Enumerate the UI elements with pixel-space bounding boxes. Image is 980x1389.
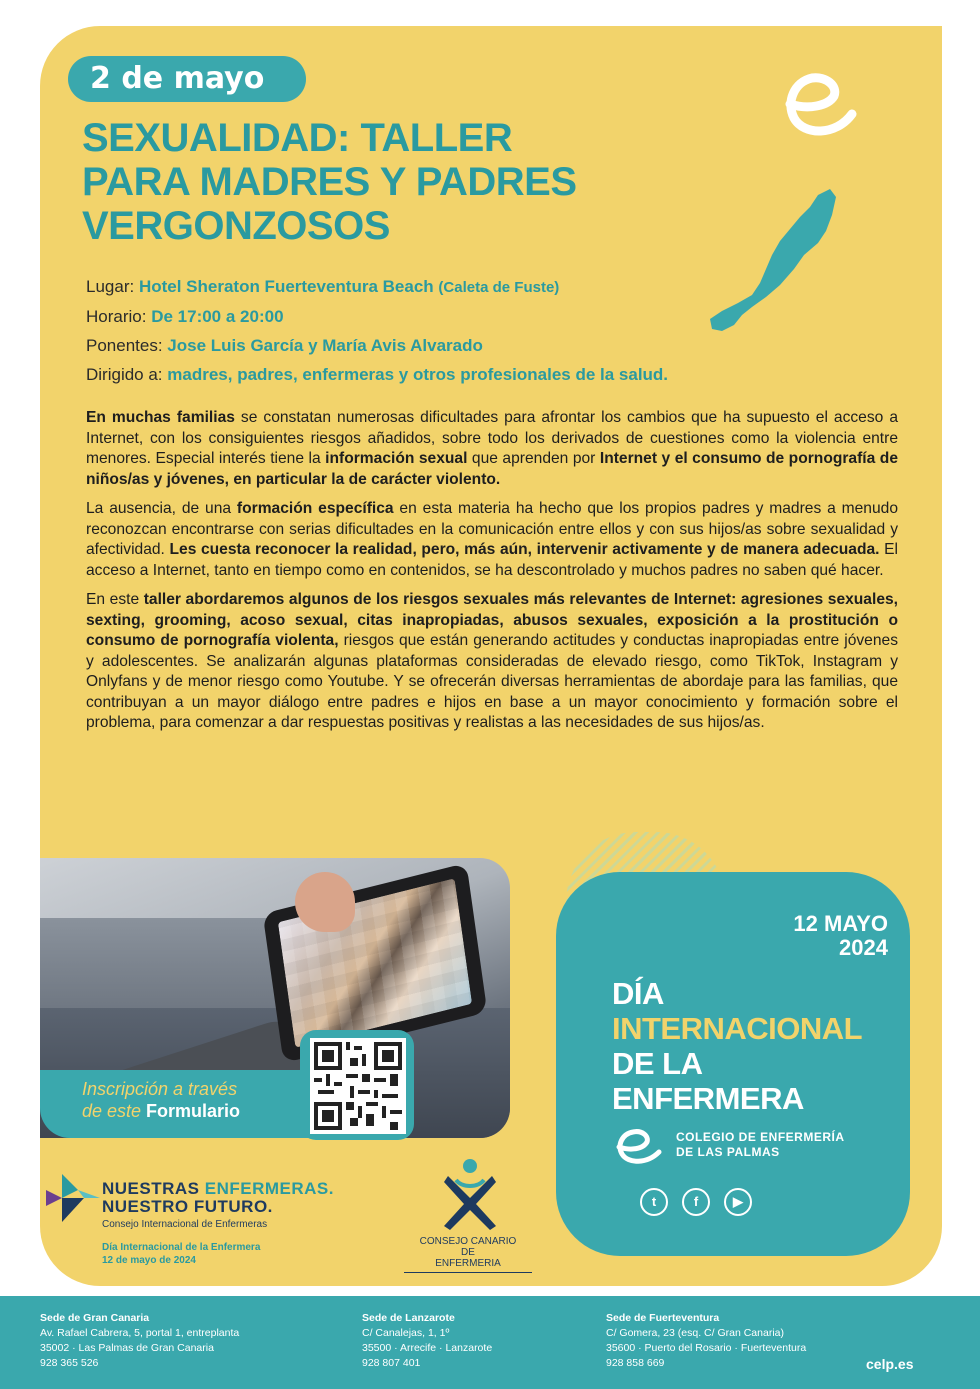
panel-date-line-1: 12 MAYO xyxy=(793,911,888,936)
title-line: VERGONZOSOS xyxy=(82,204,390,248)
footer-fv-phone[interactable]: 928 858 669 xyxy=(606,1357,665,1369)
ponentes-value: Jose Luis García y María Avis Alvarado xyxy=(167,336,483,355)
bold-run: información sexual xyxy=(325,450,468,467)
form-link[interactable]: Formulario xyxy=(146,1101,241,1121)
ne-dia xyxy=(102,1241,260,1267)
footer-fv-heading: Sede de Fuerteventura xyxy=(606,1312,720,1324)
ne-dia-line-2: 12 de mayo de 2024 xyxy=(102,1255,196,1266)
ccde-line-1: CONSEJO CANARIO xyxy=(419,1236,517,1247)
lugar-paren: (Caleta de Fuste) xyxy=(438,279,560,296)
ne-subtitle: Consejo Internacional de Enfermeras xyxy=(102,1219,268,1230)
hand xyxy=(295,872,355,932)
bold-run: Internet y el consumo de pornografía de niños/as y jóvenes, en particular la de carácter violento. xyxy=(86,450,898,488)
colegio-name xyxy=(676,1130,906,1160)
nuestras-enfermeras-title xyxy=(102,1180,334,1216)
event-date-badge: 2 de mayo xyxy=(68,56,306,102)
footer-gc-city: 35002 · Las Palmas de Gran Canaria xyxy=(40,1342,214,1354)
paragraph-3 xyxy=(86,590,898,734)
horario-label: Horario: xyxy=(86,307,147,326)
title-line: PARA MADRES Y PADRES xyxy=(82,160,577,204)
dirigido-value: madres, padres, enfermeras y otros profesionales de la salud. xyxy=(167,365,669,384)
colegio-line-1: COLEGIO DE ENFERMERÍA xyxy=(676,1130,845,1144)
footer-lz-address: C/ Canalejas, 1, 1º xyxy=(362,1327,450,1339)
footer-fv-address: C/ Gomera, 23 (esq. C/ Gran Canaria) xyxy=(606,1327,784,1339)
consejo-canario-name xyxy=(404,1236,532,1273)
footer-lz-heading: Sede de Lanzarote xyxy=(362,1312,455,1324)
title-line: SEXUALIDAD: TALLER xyxy=(82,116,513,160)
ponentes-label: Ponentes: xyxy=(86,336,163,355)
footer-lanzarote xyxy=(362,1311,492,1371)
ne-line-2: NUESTRO FUTURO. xyxy=(102,1197,273,1216)
event-info xyxy=(86,272,846,389)
bold-run: En muchas familias xyxy=(86,409,235,426)
ne-line-1b: ENFERMERAS. xyxy=(204,1179,334,1198)
footer-gran-canaria xyxy=(40,1311,239,1371)
registration-line-1: Inscripción a través xyxy=(82,1079,238,1099)
ponentes-row xyxy=(86,331,846,360)
dirigido-row xyxy=(86,360,846,389)
text-run: El acceso a Internet, tanto en tiempo como en contenidos, se ha descontrolado y muchos padres no saben qué hacer. xyxy=(86,541,898,579)
paragraph-2 xyxy=(86,499,898,581)
qr-code[interactable] xyxy=(310,1038,406,1134)
ne-line-1a: NUESTRAS xyxy=(102,1179,205,1198)
footer-lz-city: 35500 · Arrecife · Lanzarote xyxy=(362,1342,493,1354)
ne-dia-line-1: Día Internacional de la Enfermera xyxy=(102,1242,261,1253)
colegio-e-logo-icon xyxy=(778,66,860,138)
footer-fuerteventura xyxy=(606,1311,806,1371)
panel-heading xyxy=(612,976,902,1116)
youtube-icon[interactable]: ▶ xyxy=(724,1188,752,1216)
footer-gc-phone[interactable]: 928 365 526 xyxy=(40,1357,99,1369)
panel-heading-dia: DÍA xyxy=(612,976,664,1011)
twitter-icon[interactable]: t xyxy=(640,1188,668,1216)
registration-text[interactable] xyxy=(82,1078,292,1122)
colegio-logo-icon xyxy=(613,1125,665,1165)
ccde-line-3: ENFERMERIA xyxy=(435,1258,501,1269)
registration-line-2: de este xyxy=(82,1101,147,1121)
footer-gc-heading: Sede de Gran Canaria xyxy=(40,1312,150,1324)
horario-value: De 17:00 a 20:00 xyxy=(151,307,284,326)
panel-heading-de-la: DE LA xyxy=(612,1046,703,1081)
footer-fv-city: 35600 · Puerto del Rosario · Fuerteventura xyxy=(606,1342,807,1354)
dirigido-label: Dirigido a: xyxy=(86,365,163,384)
horario-row xyxy=(86,302,846,331)
lugar-value: Hotel Sheraton Fuerteventura Beach xyxy=(138,277,434,296)
text-run: en esta materia ha hecho que los propios padres y madres a menudo reconozcan encontrarse con serias dificultades en la comunicación entre ellos y con sus hijos/as sobre sexualidad y afectividad. xyxy=(86,500,898,558)
lugar-label: Lugar: xyxy=(86,277,135,296)
nuestras-enfermeras-logo-icon xyxy=(40,1172,100,1226)
text-run: riesgos que están generando actitudes y conductas inapropiadas entre jóvenes y adolescentes. Se analizarán algunas plataformas consideradas de elevado riesgo, como TikTok, Instagram y Onlyfans y de menor riesgo como Youtube. Y se ofrecerán diversas herramientas de abordaje para las familias, que contribuyan a un mayor diálogo entre padres e hijos en base a un mayor conocimiento y formación sobre el problema, para comenzar a dar respuestas positivas y realistas a las necesidades de sus hijos/as. xyxy=(86,632,898,731)
panel-heading-internacional: INTERNACIONAL xyxy=(612,1011,863,1046)
paragraph-1 xyxy=(86,408,898,490)
bold-run: Les cuesta reconocer la realidad, pero, más aún, intervenir activamente y de manera adecuada. xyxy=(169,541,880,558)
ccde-line-2: DE xyxy=(461,1247,475,1258)
text-run: La ausencia, de una xyxy=(86,500,237,517)
website-link[interactable]: celp.es xyxy=(866,1356,914,1372)
facebook-icon[interactable]: f xyxy=(682,1188,710,1216)
panel-date xyxy=(700,912,888,960)
panel-date-line-2: 2024 xyxy=(839,935,888,960)
lugar-row xyxy=(86,272,846,302)
footer-lz-phone[interactable]: 928 807 401 xyxy=(362,1357,421,1369)
colegio-line-2: DE LAS PALMAS xyxy=(676,1145,780,1159)
bold-run: formación específica xyxy=(236,500,394,517)
footer-gc-address: Av. Rafael Cabrera, 5, portal 1, entreplanta xyxy=(40,1327,240,1339)
text-run: se constatan numerosas dificultades para afrontar los cambios que ha supuesto el acceso a Internet, con los consiguientes riesgos añadidos, sobre todo los derivados de cuestiones como la violencia entre menores. Especial interés tiene la xyxy=(86,409,898,467)
description-text xyxy=(86,408,898,743)
panel-heading-enfermera: ENFERMERA xyxy=(612,1081,804,1116)
qr-code-icon xyxy=(314,1042,402,1130)
consejo-canario-logo-icon xyxy=(442,1158,498,1230)
bold-run: taller abordaremos algunos de los riesgos sexuales más relevantes de Internet: agresiones sexuales, sexting, grooming, acoso sexual, citas inapropiadas, abusos sexuales, exposición a la prostitución o consumo de pornografía violenta, xyxy=(86,591,898,649)
text-run: que aprenden por xyxy=(467,450,600,467)
text-run: En este xyxy=(86,591,144,608)
page-title xyxy=(82,116,722,248)
